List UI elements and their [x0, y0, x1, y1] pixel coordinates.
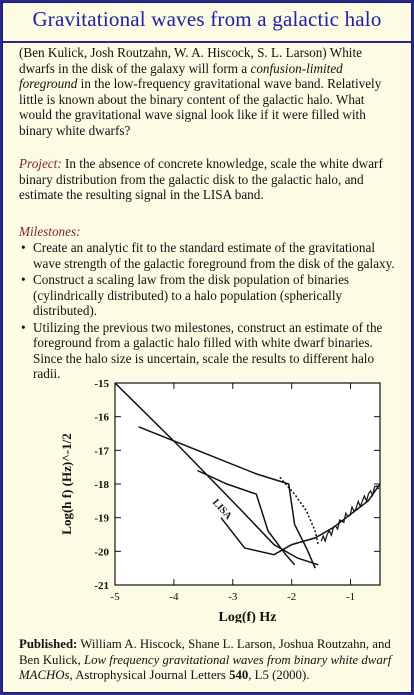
title-divider	[3, 41, 411, 43]
y-tick-label: -20	[94, 546, 109, 559]
y-tick-label: -19	[94, 512, 109, 525]
x-tick-label: -3	[228, 591, 238, 603]
published-volume: 540	[229, 668, 249, 682]
poster-panel	[2, 2, 412, 693]
published-title: Low frequency gravitational waves from binary white dwarf MACHOs,	[19, 652, 392, 682]
x-tick-label: -1	[345, 591, 356, 603]
published-journal: Astrophysical Journal Letters	[75, 668, 226, 682]
published-authors: William A. Hiscock, Shane L. Larson, Joshua Routzahn, and Ben Kulick,	[19, 637, 391, 667]
strain-plot	[55, 375, 395, 623]
published-rest: , L5 (2000).	[248, 668, 310, 682]
milestones-list	[19, 240, 403, 383]
intro-text-2: in the low-frequency gravitational wave band. Relatively little is known about the binary content of the galactic halo. What would the gravitational wave signal look like if it were filled with binary white dwarfs?	[19, 76, 382, 138]
page-title: Gravitational waves from a galactic halo	[32, 7, 382, 31]
x-tick-label: -2	[287, 591, 297, 603]
x-axis-label: Log(f) Hz	[218, 610, 277, 623]
intro-emphasis: confusion-limited foreground	[19, 60, 343, 91]
y-tick-label: -18	[94, 479, 109, 491]
x-tick-label: -5	[110, 591, 120, 603]
x-tick-label: -4	[169, 591, 179, 603]
y-tick-label: -16	[94, 411, 109, 424]
intro-text-1: White dwarfs in the disk of the galaxy will form a	[19, 45, 362, 76]
y-axis-label: Log(h f) (Hz)^-1/2	[59, 433, 74, 535]
y-tick-label: -17	[94, 445, 109, 458]
published-label: Published:	[19, 637, 78, 651]
project-block	[19, 156, 399, 203]
project-text: In the absence of concrete knowledge, scale the white dwarf binary distribution from the galactic disk to the galactic halo, and estimate the resulting signal in the LISA band.	[19, 156, 383, 202]
milestone-item: • Create an analytic fit to the standard estimate of the gravitational wave strength of the galactic foreground from the disk of the galaxy.	[19, 240, 403, 271]
publication-block	[19, 637, 399, 684]
milestones-heading: Milestones:	[19, 224, 81, 239]
milestone-item: • Construct a scaling law from the disk population of binaries (cylindrically distributed) to a halo population (spherically distributed).	[19, 272, 403, 319]
milestone-item: • Utilizing the previous two milestones, construct an estimate of the foreground from a galactic halo filled with white dwarf binaries. Since the halo size is uncertain, scale the results to different halo radii.	[19, 320, 403, 382]
y-tick-label: -21	[94, 580, 109, 592]
intro-block	[19, 45, 399, 138]
authors-line: (Ben Kulick, Josh Routzahn, W. A. Hiscock, S. L. Larson)	[19, 45, 327, 60]
project-label: Project:	[19, 156, 62, 171]
lisa-annotation: LISA	[209, 497, 234, 522]
y-tick-label: -15	[94, 378, 109, 390]
chart-svg	[55, 375, 395, 623]
plot-frame	[115, 383, 380, 585]
